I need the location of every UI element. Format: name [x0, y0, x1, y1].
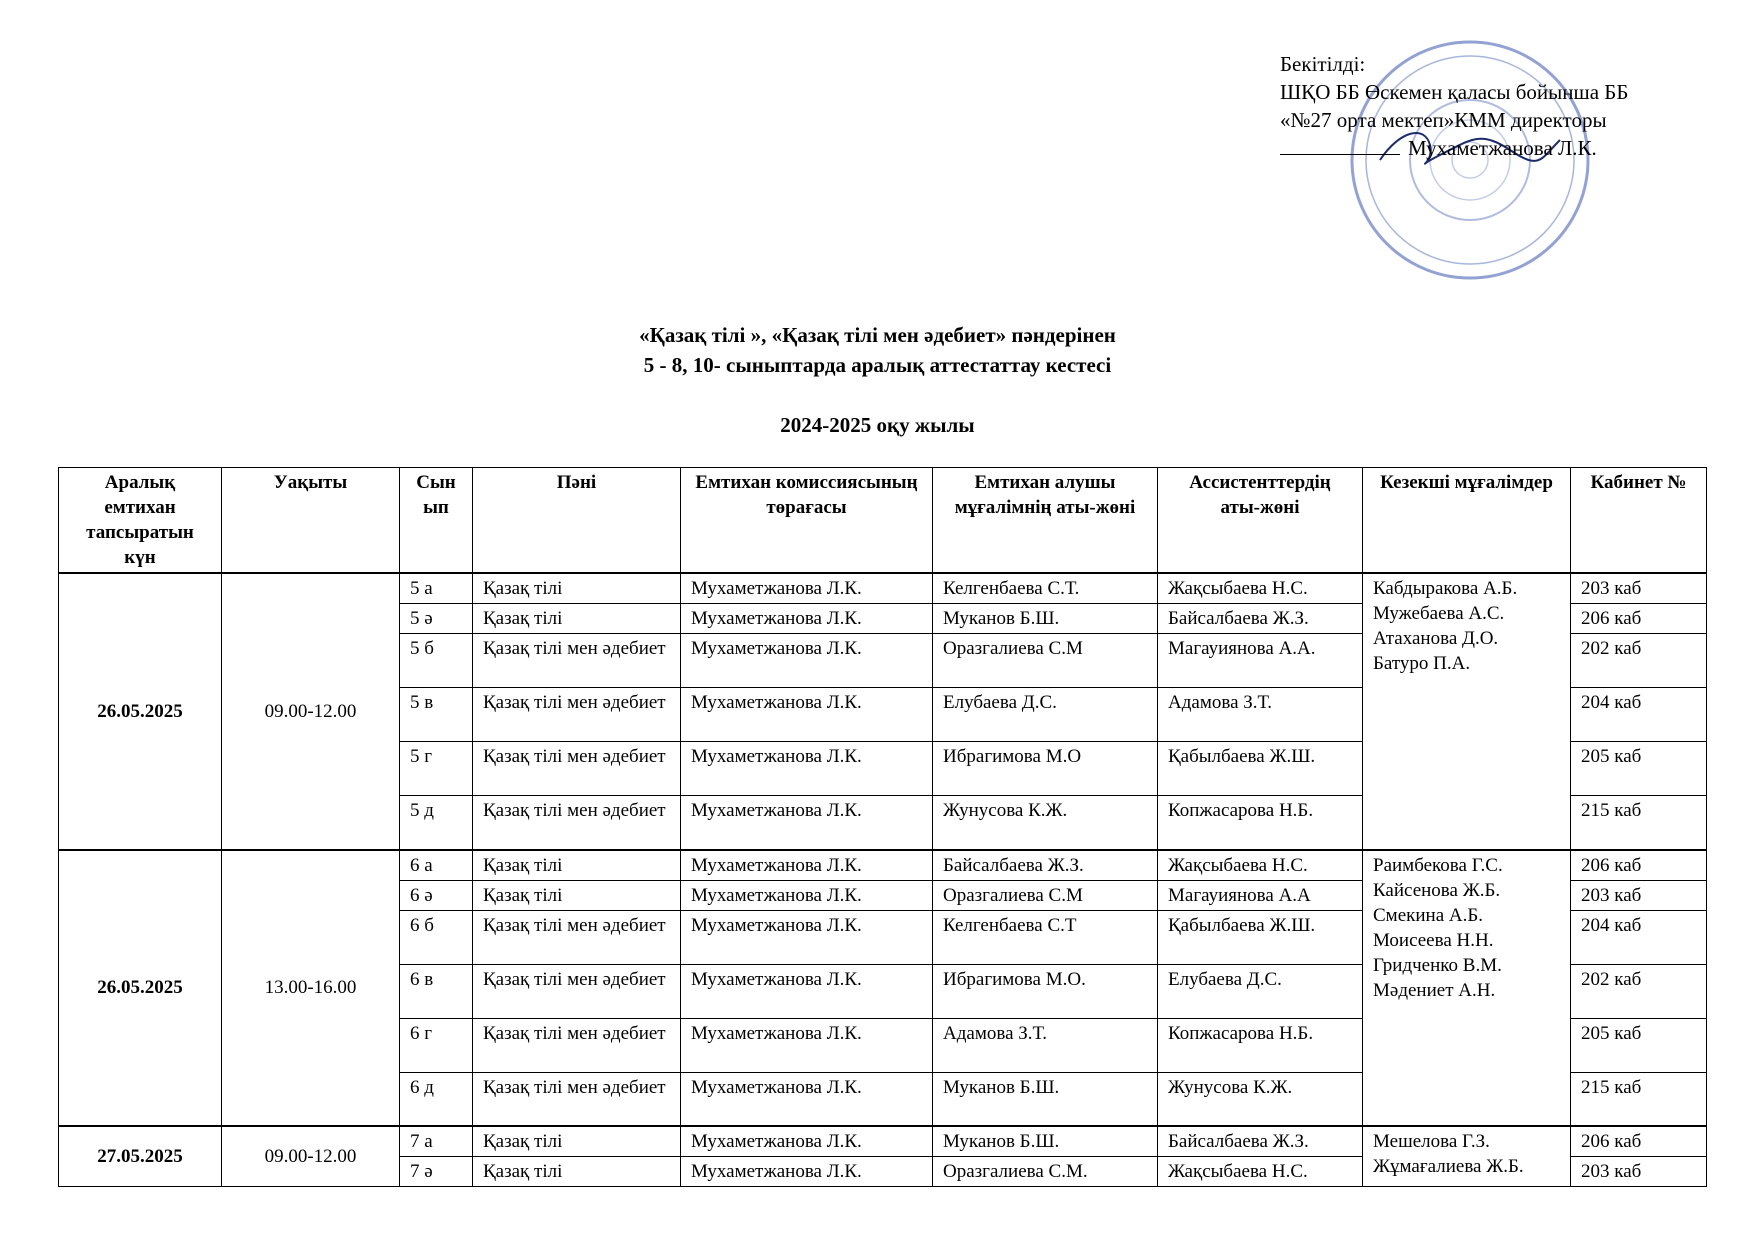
table-row: [59, 1126, 1707, 1157]
examiner-cell: Жунусова К.Ж.: [933, 796, 1158, 850]
exam-date: 26.05.2025: [59, 573, 222, 850]
room-cell: 205 каб: [1571, 742, 1707, 796]
duty-teachers: [1363, 1126, 1571, 1187]
duty-teacher: Смекина А.Б.: [1373, 904, 1484, 926]
signature-line: [1280, 154, 1400, 155]
assistant-cell: Магауиянова А.А.: [1158, 634, 1363, 688]
subject-cell: Қазақ тілі мен әдебиет: [473, 742, 681, 796]
approval-block: [1280, 50, 1700, 162]
examiner-cell: Оразгалиева С.М.: [933, 1157, 1158, 1187]
exam-date: 26.05.2025: [59, 850, 222, 1127]
subject-cell: Қазақ тілі: [473, 604, 681, 634]
class-cell: 5 ә: [400, 604, 473, 634]
subject-cell: Қазақ тілі: [473, 573, 681, 604]
room-cell: 215 каб: [1571, 796, 1707, 850]
assistant-cell: Жақсыбаева Н.С.: [1158, 850, 1363, 881]
class-cell: 5 д: [400, 796, 473, 850]
subject-cell: Қазақ тілі мен әдебиет: [473, 688, 681, 742]
chair-cell: Мухаметжанова Л.К.: [681, 688, 933, 742]
assistant-cell: Байсалбаева Ж.З.: [1158, 604, 1363, 634]
subject-cell: Қазақ тілі: [473, 880, 681, 910]
duty-teacher: Моисеева Н.Н.: [1373, 929, 1494, 951]
title-line-1: «Қазақ тілі », «Қазақ тілі мен әдебиет» пәндерінен: [639, 323, 1116, 347]
room-cell: 203 каб: [1571, 573, 1707, 604]
examiner-cell: Оразгалиева С.М: [933, 634, 1158, 688]
duty-teachers: [1363, 573, 1571, 850]
assistant-cell: Қабылбаева Ж.Ш.: [1158, 742, 1363, 796]
room-cell: 202 каб: [1571, 964, 1707, 1018]
duty-teachers: [1363, 850, 1571, 1127]
class-cell: 7 ә: [400, 1157, 473, 1187]
duty-teacher: Жұмағалиева Ж.Б.: [1373, 1156, 1524, 1177]
document-title: [0, 320, 1755, 440]
assistant-cell: Магауиянова А.А: [1158, 880, 1363, 910]
exam-time: 13.00-16.00: [222, 850, 400, 1127]
header-time: Уақыты: [222, 468, 400, 574]
assistant-cell: Елубаева Д.С.: [1158, 964, 1363, 1018]
exam-time: 09.00-12.00: [222, 1126, 400, 1187]
chair-cell: Мухаметжанова Л.К.: [681, 1072, 933, 1126]
examiner-cell: Елубаева Д.С.: [933, 688, 1158, 742]
room-cell: 206 каб: [1571, 850, 1707, 881]
subject-cell: Қазақ тілі мен әдебиет: [473, 634, 681, 688]
examiner-cell: Оразгалиева С.М: [933, 880, 1158, 910]
header-date: Аралық емтихан тапсыратын күн: [59, 468, 222, 574]
class-cell: 6 ә: [400, 880, 473, 910]
room-cell: 202 каб: [1571, 634, 1707, 688]
table-header-row: [59, 468, 1707, 574]
examiner-cell: Муканов Б.Ш.: [933, 1126, 1158, 1157]
approval-line-2: «№27 орта мектеп»КММ директоры: [1280, 108, 1607, 132]
examiner-cell: Муканов Б.Ш.: [933, 1072, 1158, 1126]
class-cell: 5 в: [400, 688, 473, 742]
table-row: [59, 850, 1707, 881]
class-cell: 5 б: [400, 634, 473, 688]
chair-cell: Мухаметжанова Л.К.: [681, 880, 933, 910]
room-cell: 206 каб: [1571, 1126, 1707, 1157]
assistant-cell: Адамова З.Т.: [1158, 688, 1363, 742]
subject-cell: Қазақ тілі: [473, 850, 681, 881]
exam-date: 27.05.2025: [59, 1126, 222, 1187]
assistant-cell: Жақсыбаева Н.С.: [1158, 573, 1363, 604]
room-cell: 205 каб: [1571, 1018, 1707, 1072]
room-cell: 204 каб: [1571, 688, 1707, 742]
assistant-cell: Жунусова К.Ж.: [1158, 1072, 1363, 1126]
chair-cell: Мухаметжанова Л.К.: [681, 1126, 933, 1157]
class-cell: 5 г: [400, 742, 473, 796]
chair-cell: Мухаметжанова Л.К.: [681, 910, 933, 964]
examiner-cell: Ибрагимова М.О: [933, 742, 1158, 796]
class-cell: 6 а: [400, 850, 473, 881]
header-assistant: Ассистенттердің аты-жөні: [1158, 468, 1363, 574]
room-cell: 204 каб: [1571, 910, 1707, 964]
assistant-cell: Жақсыбаева Н.С.: [1158, 1157, 1363, 1187]
title-year: 2024-2025 оқу жылы: [780, 413, 975, 437]
examiner-cell: Муканов Б.Ш.: [933, 604, 1158, 634]
chair-cell: Мухаметжанова Л.К.: [681, 850, 933, 881]
class-cell: 6 г: [400, 1018, 473, 1072]
subject-cell: Қазақ тілі мен әдебиет: [473, 910, 681, 964]
schedule-table: [58, 467, 1707, 1187]
class-cell: 6 б: [400, 910, 473, 964]
class-cell: 5 а: [400, 573, 473, 604]
subject-cell: Қазақ тілі: [473, 1157, 681, 1187]
header-class: Сын ып: [400, 468, 473, 574]
assistant-cell: Байсалбаева Ж.З.: [1158, 1126, 1363, 1157]
class-cell: 7 а: [400, 1126, 473, 1157]
approval-line-1: ШҚО ББ Өскемен қаласы бойынша ББ: [1280, 80, 1629, 104]
assistant-cell: Копжасарова Н.Б.: [1158, 796, 1363, 850]
duty-teacher: Гридченко В.М.: [1373, 954, 1502, 976]
chair-cell: Мухаметжанова Л.К.: [681, 1018, 933, 1072]
table-row: [59, 573, 1707, 604]
header-room: Кабинет №: [1571, 468, 1707, 574]
room-cell: 203 каб: [1571, 880, 1707, 910]
approval-heading: Бекітілді:: [1280, 52, 1366, 76]
header-chair: Емтихан комиссиясының төрағасы: [681, 468, 933, 574]
examiner-cell: Келгенбаева С.Т.: [933, 573, 1158, 604]
assistant-cell: Қабылбаева Ж.Ш.: [1158, 910, 1363, 964]
duty-teacher: Мәдениет А.Н.: [1373, 979, 1496, 1001]
subject-cell: Қазақ тілі мен әдебиет: [473, 964, 681, 1018]
approval-line-3: Мухаметжанова Л.К.: [1408, 136, 1597, 160]
chair-cell: Мухаметжанова Л.К.: [681, 573, 933, 604]
chair-cell: Мухаметжанова Л.К.: [681, 796, 933, 850]
class-cell: 6 д: [400, 1072, 473, 1126]
room-cell: 206 каб: [1571, 604, 1707, 634]
title-line-2: 5 - 8, 10- сыныптарда аралық аттестаттау кестесі: [643, 353, 1112, 377]
room-cell: 215 каб: [1571, 1072, 1707, 1126]
duty-teacher: Раимбекова Г.С.: [1373, 854, 1503, 876]
chair-cell: Мухаметжанова Л.К.: [681, 604, 933, 634]
exam-time: 09.00-12.00: [222, 573, 400, 850]
room-cell: 203 каб: [1571, 1157, 1707, 1187]
subject-cell: Қазақ тілі: [473, 1126, 681, 1157]
header-subject: Пәні: [473, 468, 681, 574]
header-duty: Кезекші мұғалімдер: [1363, 468, 1571, 574]
examiner-cell: Адамова З.Т.: [933, 1018, 1158, 1072]
chair-cell: Мухаметжанова Л.К.: [681, 634, 933, 688]
duty-teacher: Кабдыракова А.Б.: [1373, 578, 1518, 599]
subject-cell: Қазақ тілі мен әдебиет: [473, 1018, 681, 1072]
duty-teacher: Мужебаева А.С.: [1373, 603, 1505, 624]
subject-cell: Қазақ тілі мен әдебиет: [473, 796, 681, 850]
duty-teacher: Батуро П.А.: [1373, 653, 1471, 674]
assistant-cell: Копжасарова Н.Б.: [1158, 1018, 1363, 1072]
examiner-cell: Ибрагимова М.О.: [933, 964, 1158, 1018]
chair-cell: Мухаметжанова Л.К.: [681, 1157, 933, 1187]
subject-cell: Қазақ тілі мен әдебиет: [473, 1072, 681, 1126]
duty-teacher: Атаханова Д.О.: [1373, 628, 1499, 649]
header-examiner: Емтихан алушы мұғалімнің аты-жөні: [933, 468, 1158, 574]
chair-cell: Мухаметжанова Л.К.: [681, 964, 933, 1018]
examiner-cell: Келгенбаева С.Т: [933, 910, 1158, 964]
duty-teacher: Кайсенова Ж.Б.: [1373, 879, 1501, 901]
examiner-cell: Байсалбаева Ж.З.: [933, 850, 1158, 881]
class-cell: 6 в: [400, 964, 473, 1018]
duty-teacher: Мешелова Г.З.: [1373, 1131, 1490, 1152]
chair-cell: Мухаметжанова Л.К.: [681, 742, 933, 796]
